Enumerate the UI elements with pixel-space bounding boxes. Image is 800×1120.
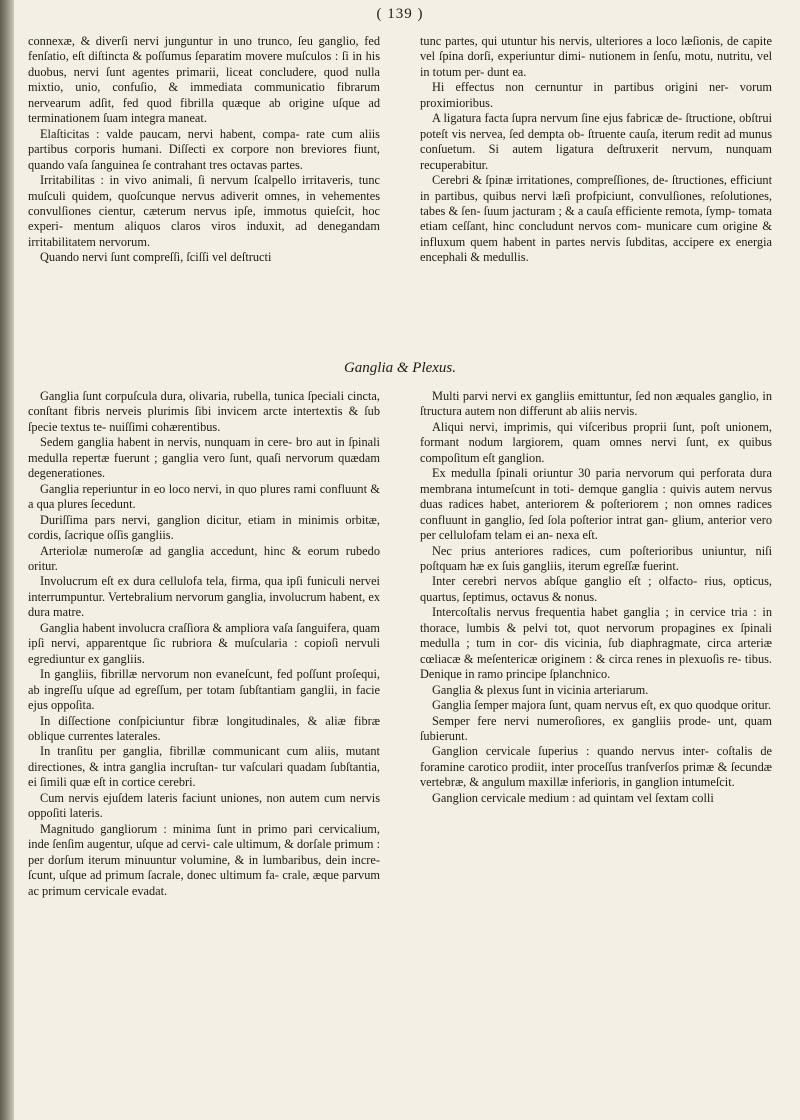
paragraph: Magnitudo gangliorum : minima ſunt in primo pari cervicalium, inde ſenſim augentur, uſque ad cervi- cale ultimum, & dorſale primum : per dorſum iterum minuuntur volumine, & in lumbaribus, dein incre- ſcunt, uſque ad primum ſacrale, donec ultimum fa- crale, æque parvum ac primum cervicale evadat.	[28, 821, 380, 898]
paragraph: Duriſſima pars nervi, ganglion dicitur, etiam in minimis orbitæ, cordis, ſacrique oſſis gangliis.	[28, 512, 380, 543]
paragraph: Ganglia ſemper majora ſunt, quam nervus eſt, ex quo quodque oritur.	[432, 698, 772, 713]
paragraph: Aliqui nervi, imprimis, qui viſceribus proprii ſunt, poſt unionem, formant nodum largiorem, quam omnes nervi ſunt, ex quibus compoſitum eſt ganglion.	[420, 419, 772, 465]
text-column-top-right	[420, 34, 772, 266]
section-heading: Ganglia & Plexus.	[343, 360, 457, 376]
text-column-top-left	[28, 34, 380, 266]
page-number: ( 139 )	[376, 6, 424, 22]
paragraph: Inter cerebri nervos abſque ganglio eſt ; olfacto- rius, opticus, quartus, ſeptimus, octavus & nonus.	[420, 574, 772, 604]
paragraph: Hi effectus non cernuntur in partibus origini ner- vorum proximioribus.	[420, 80, 772, 110]
text-column-bottom-right	[420, 389, 772, 806]
paragraph: In gangliis, fibrillæ nervorum non evaneſcunt, fed poſſunt proſequi, ab ingreſſu uſque ad egreſſum, per totam ſubſtantiam ganglii, in facie ejus oppoſita.	[28, 667, 380, 713]
paragraph: Ganglia reperiuntur in eo loco nervi, in quo plures rami confluunt & a qua plures ſecedunt.	[28, 481, 380, 512]
paragraph: Cerebri & ſpinæ irritationes, compreſſiones, de- ſtructiones, efficiunt in partibus, quibus nervi læſi profpiciunt, convulſiones, reſolutiones, tabes & ſen- ſuum jacturam ; & a cauſa efficiente remota, ſymp- tomata etiam ceſſant, hinc concludunt nervos com- municare cum origine & influxum quem habent in partes nervis ſubditas, accipere ex energia encephali & medullis.	[420, 173, 772, 265]
paragraph: Quando nervi ſunt compreſſi, ſciſſi vel deſtructi	[40, 250, 272, 265]
paragraph: Multi parvi nervi ex gangliis emittuntur, ſed non æquales ganglio, in ſtructura autem non differunt ab aliis nervis.	[420, 389, 772, 419]
paragraph: connexæ, & diverſi nervi junguntur in uno trunco, ſeu ganglio, fed fenſatio, eſt diſtincta & poſſumus ſeparatim movere muſculos : ſi in his duobus, nervi ſunt agentes primarii, liceat concludere, quod nulla mixtio, unio, confuſio, & immediata communicatio fibrarum nervearum adſit, fed quod fibrilla quæque ab origine uſque ad terminationem ſuam integra maneat.	[28, 34, 380, 126]
paragraph: Ganglion cervicale medium : ad quintam vel ſextam colli	[432, 790, 714, 805]
paragraph: In diſſectione conſpiciuntur fibræ longitudinales, & aliæ fibræ oblique currentes laterales.	[28, 713, 380, 743]
paragraph: Ganglia habent involucra craſſiora & ampliora vaſa ſanguifera, quam ipſi nervi, apparentque ſic rubriora & muſcularia : copioſi nervuli egrediuntur ex gangliis.	[28, 620, 380, 666]
paragraph: Ganglia & plexus ſunt in vicinia arteriarum.	[432, 682, 649, 697]
paragraph: Ganglion cervicale ſuperius : quando nervus inter- coſtalis de foramine carotico prodiit, inter proceſſus tranſverſos primæ & ſecundæ vertebræ, & angulum maxillæ inferioris, in ganglion intumeſcit.	[420, 744, 772, 790]
paragraph: Nec prius anteriores radices, cum poſterioribus uniuntur, niſi poſtquam hæ ex ſuis gangliis, iterum egreſſæ fuerint.	[420, 543, 772, 573]
paragraph: Cum nervis ejuſdem lateris faciunt uniones, non autem cum nervis oppoſiti lateris.	[28, 790, 380, 821]
paragraph: A ligatura facta ſupra nervum ſine ejus fabricæ de- ſtructione, obſtrui poteſt vis nervea, ſed dempta ob- ſtruente cauſa, iterum redit ad munus conſuetum. Si autem ligatura deſtruxerit nervum, nunquam recuperabitur.	[420, 111, 772, 172]
paragraph: Semper fere nervi numeroſiores, ex gangliis prode- unt, quam ſubierunt.	[420, 713, 772, 743]
paragraph: Irritabilitas : in vivo animali, ſi nervum ſcalpello irritaveris, tunc muſculi quidem, quoſcunque nervus adiverit omnes, in vehementes convulſiones cientur, cæterum nervus ipſe, immotus quieſcit, hoc experi- mentum aliquos claros viros induxit, ad denegandam irritabilitatem nervorum.	[28, 173, 380, 249]
paragraph: Ex medulla ſpinali oriuntur 30 paria nervorum qui perforata dura membrana intumeſcunt in toti- demque ganglia : quivis autem nervus duas radices habet, anteriorem & poſteriorem ; non omnes radices confluunt in ganglio, ſed ſola poſterior intrat gan- glium, anterior vero per cellulofam telam ei an- nexa eſt.	[420, 466, 772, 543]
text-column-bottom-left	[28, 389, 380, 899]
page-binding-edge	[0, 0, 14, 1120]
paragraph: In tranſitu per ganglia, fibrillæ communicant cum aliis, mutant directiones, & intra ganglia incruſtan- tur vaſculari quadam ſubſtantia, ei ſimili quæ eſt in cortice cerebri.	[28, 744, 380, 790]
paragraph: Involucrum eſt ex dura cellulofa tela, firma, qua ipſi funiculi nervei interrumpuntur. Vertebralium nervorum ganglia, involucrum habent, ex dura matre.	[28, 574, 380, 620]
paragraph: Elaſticitas : valde paucam, nervi habent, compa- rate cum aliis partibus corporis humani. Diſſecti ex corpore non breviores fiunt, quando vaſa ſanguinea ſe contrahant tres octavas partes.	[28, 126, 380, 172]
paragraph: Arteriolæ numeroſæ ad ganglia accedunt, hinc & eorum rubedo oritur.	[28, 543, 380, 573]
paragraph: Ganglia ſunt corpuſcula dura, olivaria, rubella, tunica ſpeciali cincta, conſtant fibris nerveis plurimis ſibi invicem arcte intertextis & ſub ſpecie textus te- nuiſſimi cohærentibus.	[28, 389, 380, 434]
paragraph: tunc partes, qui utuntur his nervis, ulteriores a loco læſionis, de capite vel ſpina dorſi, experiuntur dimi- nutionem in ſenſu, motu, nutritu, vel in totum per- dunt ea.	[420, 34, 772, 79]
paragraph: Sedem ganglia habent in nervis, nunquam in cere- bro aut in ſpinali medulla repertæ fuerunt ; ganglia vero ſunt, quaſi nervorum quædam degenerationes.	[28, 435, 380, 481]
paragraph: Intercoſtalis nervus frequentia habet ganglia ; in cervice tria : in thorace, lumbis & pelvi tot, quot nervorum propagines ex ſpinali medulla ; tum in cor- dis vicinia, ſub diaphragmate, circa arteriæ cœliacæ & meſentericæ originem : & circa renes in plexuoſis re- tibus. Denique in ramo principe ſplanchnico.	[420, 605, 772, 682]
